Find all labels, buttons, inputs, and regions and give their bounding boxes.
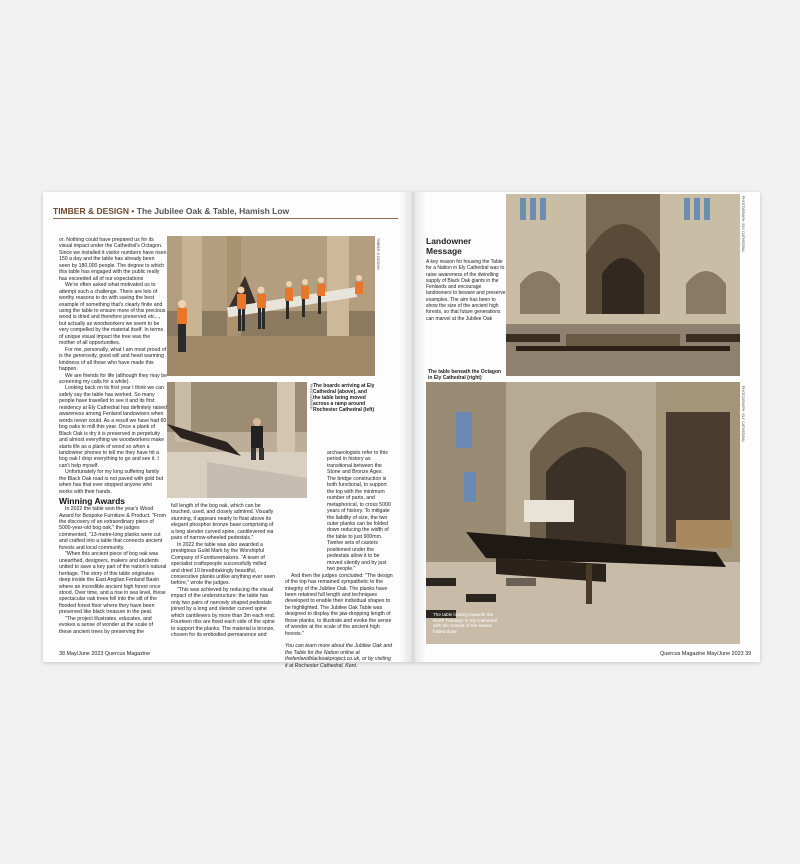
paragraph: Unfortunately for my long suffering family the Black Oak road is not paved with gold but when has that ever stopped anyone who works with their hands.	[59, 469, 164, 495]
folio-right: Quercus Magazine May/June 2023 39	[660, 651, 752, 657]
photo-octagon	[506, 194, 740, 376]
folio-left: 38 May/June 2023 Quercus Magazine	[59, 651, 151, 657]
sidebar-heading: Landowner Message	[426, 236, 472, 256]
paragraph: full length of the bog oak, which can be touched, used, and closely admired. Visually stunning, it appears nearly to float above its elegant phosphor bronze base comprising of a long slender curved spine, cantilevered via pairs of narrow-wheeled pedestals."	[171, 503, 274, 542]
photo-credit: PHOTOGRAPH: ELY CATHEDRAL	[741, 196, 745, 253]
paragraph: We are friends for life (although they may be screening my calls for a while).	[59, 372, 167, 385]
sidebar-landowner	[426, 236, 506, 322]
paragraph: In 2022 the table was also awarded a prestigious Guild Mark by the Worshipful Company of Furnituremakers. "A team of specialist craftspeople successfully milled and dried 10 breathtakingly beautiful, consecutive planks unlike anything ever seen before," wrote the judges.	[171, 541, 276, 587]
caption-transept: The table looking towards the North Transept in Ely Cathedral, with the closest of the leaves folded down	[433, 612, 499, 634]
page-header	[53, 206, 398, 219]
photo-credit: PHOTOGRAPH	[309, 384, 313, 410]
paragraph: And then the judges concluded: "The design of the top has remained sympathetic to the integrity of the Jubilee Oak. The planks have been retained full length and techniques developed to enable their individual shapes to be highlighted. The Jubilee Oak Table was designed to display the jaw-dropping length of those planks, to illustrate and evoke the sense of wonder at the scale of the ancient high forests."	[285, 572, 393, 637]
paragraph: "The project illustrates, educates, and evokes a sense of wonder at the scale of these ancient trees by preserving the	[59, 615, 154, 635]
closing-note: You can learn more about the Jubilee Oak and the Table for the Nation online at thefenlandblackoakproject.co.uk, or by visiting it at Rochester Cathedral, Kent.	[285, 643, 392, 669]
column-2	[171, 503, 276, 643]
photo-boards-arriving	[167, 236, 375, 376]
caption-boards: The boards arriving at Ely Cathedral (above), and the table being moved across a ramp around Rochester Cathedral (left)	[313, 383, 375, 413]
column-3	[285, 450, 393, 669]
awards-heading: Winning Awards	[59, 496, 126, 507]
paragraph: "When this ancient piece of bog oak was unearthed, designers, makers and students united to save a key part of the nation's natural heritage. The story of this table originates deep inside the East Anglian Fenland Basin where an incredible ancient high forest once stood. Over time, and a rise in sea level, these spectacular oak trees fell into the silt of the flooded forest floor where they have been preserved like black treasure in the peat.	[59, 551, 167, 616]
paragraph: For me, personally, what I am most proud of is the generosity, good will and heart warming kindness of all those who have made this happen.	[59, 346, 167, 373]
article-title: The Jubilee Oak & Table, Hamish Low	[136, 206, 290, 216]
caption-octagon: The table beneath the Octagon in Ely Cathedral (right)	[428, 369, 502, 381]
section-label: TIMBER & DESIGN	[53, 206, 130, 216]
paragraph: archaeologists refer to this period in history as transitional between the Stone and Bronze Ages. The bridge construction is both functional, to support the top with the minimum number of parts, and metaphorical, to cross 5000 years of history. To mitigate the liability of size, the two outer planks can be folded down reducing the width of the table to just 900mm. Twelve sets of casters positioned under the pedestals allow it to be moved silently and by just two people."	[327, 450, 391, 573]
photo-north-transept	[426, 382, 740, 644]
paragraph: or. Nothing could have prepared us for its visual impact under the Cathedral's Octagon. Since we installed it visitor numbers have risen 150 a day and the table has already been seen by 180,000 people. The degree to which this table has engaged with the public really has exceeded all of our expectations	[59, 237, 167, 282]
paragraph: "This was achieved by reducing the visual impact of the understructure: the table has only two pairs of narrowly shaped pedestals joined by a long and slender curved spine which cantilevers by more than 3m each end. Fourteen ribs are fixed each side of the spine to support the planks. The material is bronze, chosen for its embodied permanence and	[171, 586, 276, 639]
paragraph: Looking back on its first year I think we can safely say the table has worked. So many people have travelled to see it and its first residency at Ely Cathedral has definitely raised awareness among Fenland landowners when words never could. As a result we have had 60 bog oaks to mill this year. Once a plank of Black Oak is dry it is preserved in perpetuity and almost everything we woodworkers make starts life as a plank of wood so when a landowner phones to tell me they have hit a bog oak I drop everything to go and see it. I can't help myself.	[59, 385, 167, 469]
paragraph: We're often asked what motivated us to attempt such a challenge. There are lots of worthy reasons to do with saving the best example of something that's clearly finite and using the table to ensure more of this precious wood is dried and therefore preserved etc..., but actually as woodworkers we seem to be very compelled by the material itself. In terms of unique visual impact the tree was the mother of all opportunities.	[59, 282, 166, 347]
magazine-spread	[43, 192, 760, 669]
photo-credit: PHOTOGRAPH: ELY CATHEDRAL	[741, 386, 745, 443]
column-1	[59, 237, 167, 643]
paragraph: In 2022 the table won the year's Wood Award for Bespoke Furniture & Product. "From the discovery of an extraordinary piece of 5000-year-old bog oak," the judges commented, "13-metre-long planks were cut and crafted into a table that connects ancient forests and local community.	[59, 506, 166, 551]
sidebar-text: A key reason for housing the Table for a Nation in Ely Cathedral was to raise awareness of the dwindling supply of Black Oak giants in the Fenlands and encourage landowners to beware and preserve examples. The aim has been to show the size of the ancient high forests, so that future generations can marvel at the Jubilee Oak	[426, 259, 506, 322]
page-gutter	[400, 192, 426, 662]
photo-credit: TIMBER & DESIGN	[376, 238, 380, 270]
header-separator: •	[131, 206, 135, 216]
